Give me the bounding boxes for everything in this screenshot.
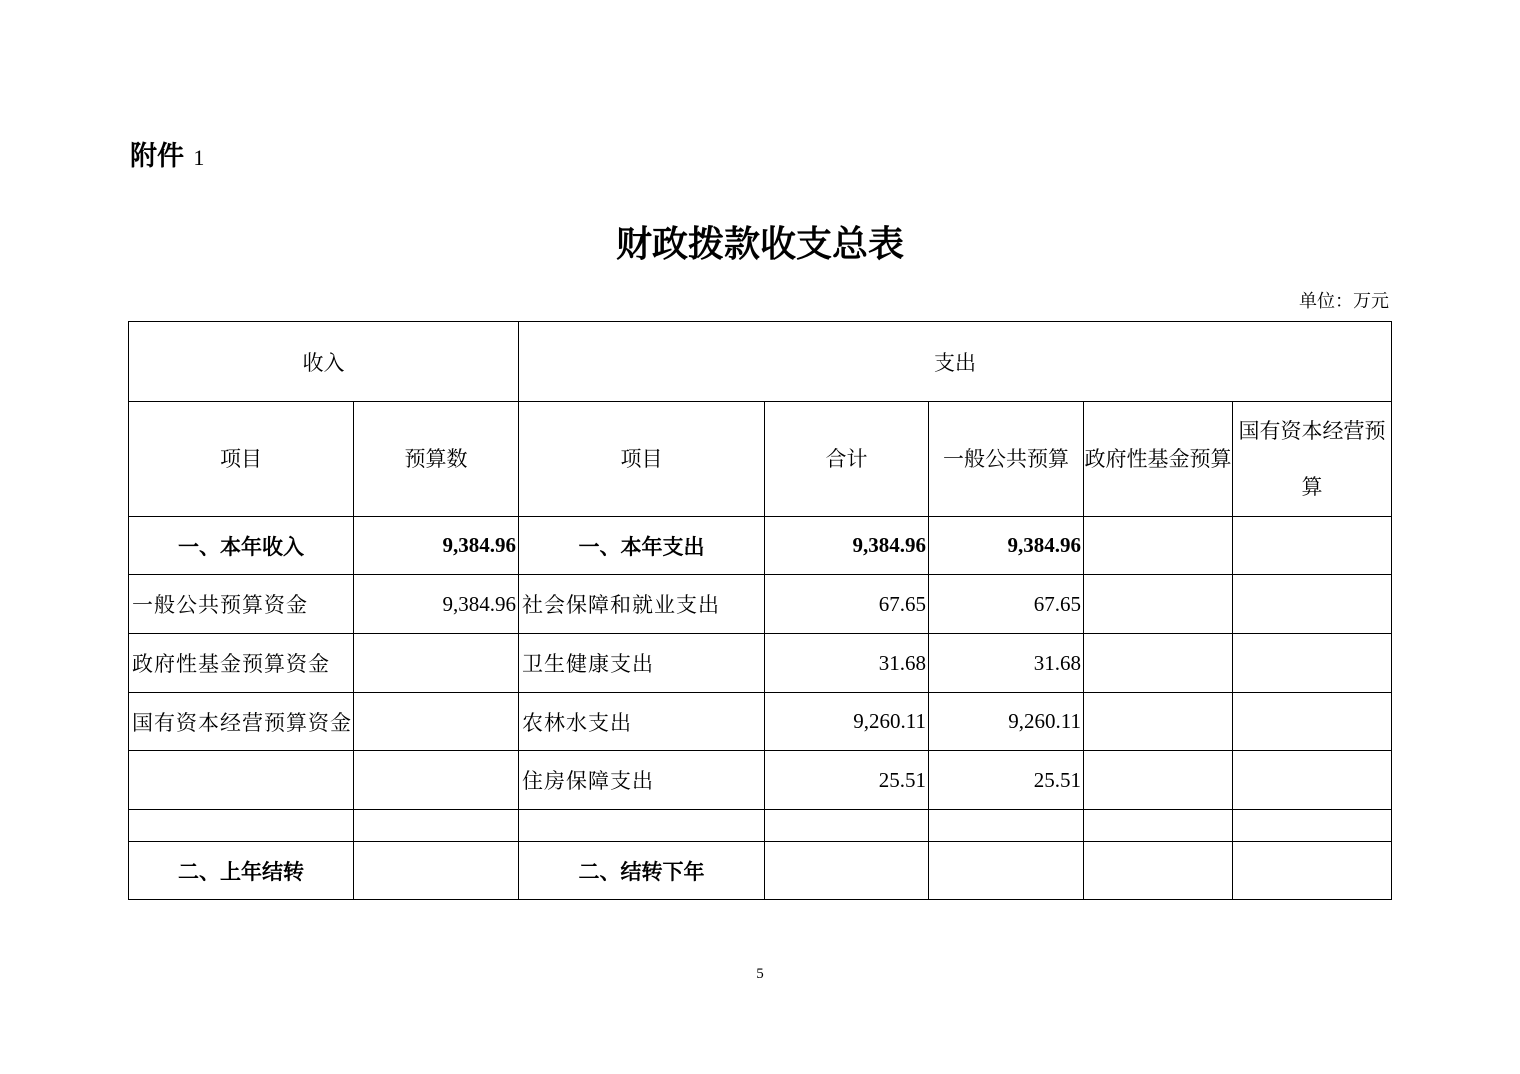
- income-budget: [354, 693, 519, 751]
- income-item: 政府性基金预算资金: [129, 634, 354, 693]
- total-value: [765, 842, 929, 900]
- income-budget: [354, 842, 519, 900]
- general-value: 9,260.11: [929, 693, 1084, 751]
- income-budget: 9,384.96: [354, 517, 519, 575]
- total-value: 67.65: [765, 575, 929, 634]
- expense-item: 住房保障支出: [519, 751, 765, 810]
- col-gov-fund: 政府性基金预算: [1084, 402, 1233, 517]
- page-number: 5: [756, 966, 764, 982]
- general-value: 67.65: [929, 575, 1084, 634]
- total-value: 9,384.96: [765, 517, 929, 575]
- state-capital-value: [1233, 810, 1392, 842]
- expense-item: 社会保障和就业支出: [519, 575, 765, 634]
- income-item: 国有资本经营预算资金: [129, 693, 354, 751]
- gov-fund-value: [1084, 634, 1233, 693]
- expense-item: 卫生健康支出: [519, 634, 765, 693]
- expense-item: [519, 810, 765, 842]
- total-value: 25.51: [765, 751, 929, 810]
- table-row: [129, 693, 1392, 751]
- gov-fund-value: [1084, 517, 1233, 575]
- column-header-row: [129, 402, 1392, 517]
- total-value: 31.68: [765, 634, 929, 693]
- income-item: 一、本年收入: [129, 517, 354, 575]
- income-item: 一般公共预算资金: [129, 575, 354, 634]
- general-value: 31.68: [929, 634, 1084, 693]
- income-header: 收入: [129, 322, 519, 402]
- attachment-label: [130, 134, 206, 173]
- unit-label: 单位：万元: [1299, 291, 1389, 312]
- budget-table: [128, 321, 1392, 900]
- table-row: [129, 634, 1392, 693]
- expense-header: 支出: [519, 322, 1392, 402]
- col-state-capital: 国有资本经营预算: [1233, 402, 1392, 517]
- col-income-item: 项目: [129, 402, 354, 517]
- section-header-row: [129, 322, 1392, 402]
- general-value: [929, 810, 1084, 842]
- gov-fund-value: [1084, 842, 1233, 900]
- gov-fund-value: [1084, 575, 1233, 634]
- state-capital-value: [1233, 517, 1392, 575]
- income-item: 二、上年结转: [129, 842, 354, 900]
- gov-fund-value: [1084, 693, 1233, 751]
- state-capital-value: [1233, 693, 1392, 751]
- state-capital-value: [1233, 842, 1392, 900]
- table-row: [129, 517, 1392, 575]
- state-capital-value: [1233, 751, 1392, 810]
- expense-item: 一、本年支出: [519, 517, 765, 575]
- expense-item: 二、结转下年: [519, 842, 765, 900]
- page-title: 财政拨款收支总表: [615, 224, 904, 265]
- state-capital-value: [1233, 634, 1392, 693]
- col-expense-item: 项目: [519, 402, 765, 517]
- general-value: [929, 842, 1084, 900]
- gov-fund-value: [1084, 810, 1233, 842]
- income-budget: [354, 810, 519, 842]
- income-budget: [354, 751, 519, 810]
- attachment-text: 附件: [130, 141, 184, 172]
- state-capital-value: [1233, 575, 1392, 634]
- income-item: [129, 810, 354, 842]
- income-budget: [354, 634, 519, 693]
- general-value: 25.51: [929, 751, 1084, 810]
- col-income-budget: 预算数: [354, 402, 519, 517]
- table-row: [129, 842, 1392, 900]
- income-budget: 9,384.96: [354, 575, 519, 634]
- col-general: 一般公共预算: [929, 402, 1084, 517]
- table-row: [129, 575, 1392, 634]
- general-value: 9,384.96: [929, 517, 1084, 575]
- col-total: 合计: [765, 402, 929, 517]
- attachment-number: 1: [193, 145, 205, 170]
- table-row: [129, 810, 1392, 842]
- expense-item: 农林水支出: [519, 693, 765, 751]
- gov-fund-value: [1084, 751, 1233, 810]
- income-item: [129, 751, 354, 810]
- total-value: [765, 810, 929, 842]
- table-row: [129, 751, 1392, 810]
- total-value: 9,260.11: [765, 693, 929, 751]
